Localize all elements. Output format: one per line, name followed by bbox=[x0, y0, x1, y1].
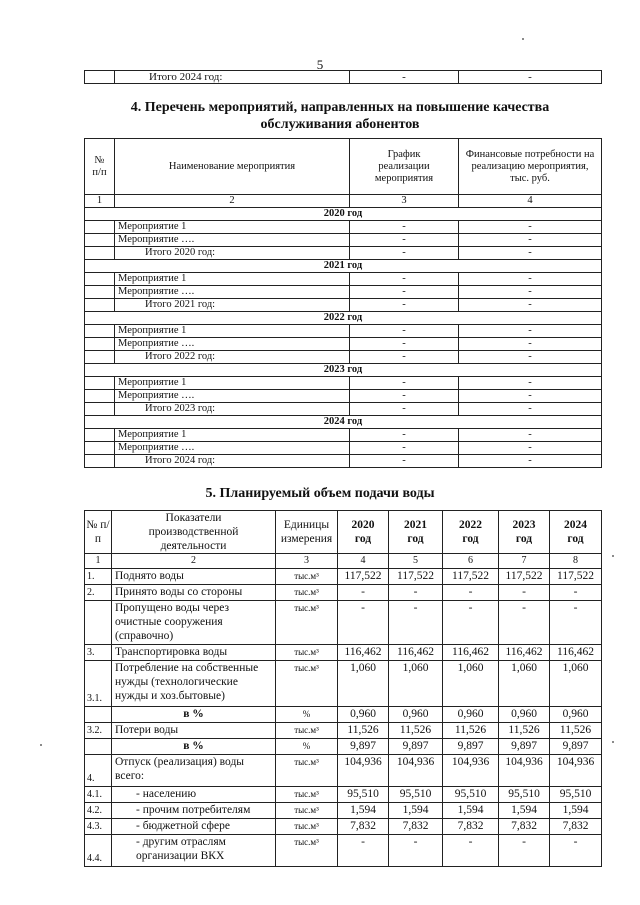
value-cell: - bbox=[499, 585, 550, 601]
value-cell: - bbox=[550, 585, 602, 601]
schedule-cell: - bbox=[350, 338, 459, 351]
section4-title bbox=[60, 99, 620, 133]
schedule-cell: - bbox=[350, 247, 459, 260]
index-cell: 6 bbox=[443, 554, 499, 569]
table-row bbox=[85, 755, 602, 787]
index-cell: 1 bbox=[85, 195, 115, 208]
value-cell: 116,462 bbox=[550, 645, 602, 661]
value-cell: 117,522 bbox=[389, 569, 443, 585]
schedule-cell: - bbox=[350, 234, 459, 247]
row-number: 2. bbox=[85, 585, 112, 601]
table-row bbox=[85, 645, 602, 661]
value-cell: 11,526 bbox=[499, 723, 550, 739]
table-cell bbox=[85, 377, 115, 390]
year-total-label: Итого 2022 год: bbox=[115, 351, 350, 364]
finance-cell: - bbox=[459, 429, 602, 442]
row-number: 4.1. bbox=[85, 787, 112, 803]
unit-cell: % bbox=[276, 739, 338, 755]
value-cell: - bbox=[338, 601, 389, 645]
measure-name: Мероприятие 1 bbox=[115, 221, 350, 234]
schedule-cell: - bbox=[350, 286, 459, 299]
table-cell bbox=[85, 338, 115, 351]
header-indicator: Показатели производственной деятельности bbox=[112, 511, 276, 554]
year-total-label: Итого 2023 год: bbox=[115, 403, 350, 416]
value-cell: - bbox=[443, 585, 499, 601]
table-cell bbox=[85, 429, 115, 442]
value-cell: 95,510 bbox=[389, 787, 443, 803]
table-row bbox=[85, 569, 602, 585]
measures-table-body bbox=[85, 208, 602, 468]
scan-speck bbox=[40, 744, 42, 746]
table-row bbox=[85, 803, 602, 819]
table-row bbox=[85, 707, 602, 723]
measure-name: Мероприятие …. bbox=[115, 286, 350, 299]
value-cell: 9,897 bbox=[550, 739, 602, 755]
value-cell: 9,897 bbox=[499, 739, 550, 755]
unit-cell: тыс.м³ bbox=[276, 569, 338, 585]
year-heading: 2021 год bbox=[85, 260, 602, 273]
row-number: 3.1. bbox=[85, 661, 112, 707]
table-cell bbox=[85, 221, 115, 234]
indicator-name: Потребление на собственные нужды (технологические нужды и хоз.бытовые) bbox=[112, 661, 276, 707]
row-number bbox=[85, 601, 112, 645]
table-cell bbox=[85, 286, 115, 299]
unit-cell: тыс.м³ bbox=[276, 601, 338, 645]
value-cell: - bbox=[443, 601, 499, 645]
table-cell bbox=[85, 442, 115, 455]
year-row bbox=[85, 364, 602, 377]
row-number bbox=[85, 739, 112, 755]
indicator-name: - бюджетной сфере bbox=[112, 819, 276, 835]
measure-name: Мероприятие …. bbox=[115, 234, 350, 247]
year-row bbox=[85, 208, 602, 221]
table-row bbox=[85, 661, 602, 707]
value-cell: 104,936 bbox=[550, 755, 602, 787]
header-year: 2024 год bbox=[550, 511, 602, 554]
value-cell: 0,960 bbox=[443, 707, 499, 723]
year-heading: 2023 год bbox=[85, 364, 602, 377]
measures-table bbox=[84, 138, 602, 468]
value-cell: 104,936 bbox=[499, 755, 550, 787]
header-finance: Финансовые потребности на реализацию мероприятия, тыс. руб. bbox=[459, 139, 602, 195]
year-row bbox=[85, 312, 602, 325]
table-row bbox=[85, 787, 602, 803]
measure-name: Мероприятие …. bbox=[115, 338, 350, 351]
finance-cell: - bbox=[459, 299, 602, 312]
value-cell: 9,897 bbox=[443, 739, 499, 755]
water-supply-table-body bbox=[85, 569, 602, 867]
table-cell bbox=[85, 351, 115, 364]
year-heading: 2024 год bbox=[85, 416, 602, 429]
header-unit: Единицы измерения bbox=[276, 511, 338, 554]
value-cell: 116,462 bbox=[499, 645, 550, 661]
finance-cell: - bbox=[459, 286, 602, 299]
row-number: 4.4. bbox=[85, 835, 112, 867]
value-cell: 11,526 bbox=[443, 723, 499, 739]
row-number: 4.2. bbox=[85, 803, 112, 819]
index-cell: 2 bbox=[112, 554, 276, 569]
value-cell: - bbox=[389, 835, 443, 867]
schedule-cell: - bbox=[350, 390, 459, 403]
value-cell: - bbox=[389, 601, 443, 645]
table-row bbox=[85, 377, 602, 390]
finance-cell: - bbox=[459, 338, 602, 351]
value-cell: 1,060 bbox=[550, 661, 602, 707]
schedule-cell: - bbox=[350, 299, 459, 312]
table-row bbox=[85, 351, 602, 364]
table-cell bbox=[85, 234, 115, 247]
table-row bbox=[85, 585, 602, 601]
value-cell: 11,526 bbox=[338, 723, 389, 739]
value-cell: 1,060 bbox=[389, 661, 443, 707]
value-cell: 104,936 bbox=[389, 755, 443, 787]
table-row bbox=[85, 455, 602, 468]
table-row bbox=[85, 429, 602, 442]
index-cell: 4 bbox=[459, 195, 602, 208]
value-cell: 11,526 bbox=[389, 723, 443, 739]
table-row bbox=[85, 221, 602, 234]
table-row bbox=[85, 299, 602, 312]
value-cell: 117,522 bbox=[499, 569, 550, 585]
value-cell: - bbox=[550, 835, 602, 867]
value-cell: 11,526 bbox=[550, 723, 602, 739]
value-cell: 1,594 bbox=[338, 803, 389, 819]
header-year: 2021 год bbox=[389, 511, 443, 554]
measure-name: Мероприятие 1 bbox=[115, 273, 350, 286]
unit-cell: тыс.м³ bbox=[276, 661, 338, 707]
indicator-name: - другим отраслям организации ВКХ bbox=[112, 835, 276, 867]
value-cell: - bbox=[550, 601, 602, 645]
finance-cell: - bbox=[459, 221, 602, 234]
value-cell: 7,832 bbox=[499, 819, 550, 835]
value-cell: 1,594 bbox=[499, 803, 550, 819]
schedule-cell: - bbox=[350, 325, 459, 338]
value-cell: - bbox=[499, 835, 550, 867]
table-row bbox=[85, 234, 602, 247]
indicator-name: Транспортировка воды bbox=[112, 645, 276, 661]
indicator-name: Пропущено воды через очистные сооружения (справочно) bbox=[112, 601, 276, 645]
section4-title-line1: 4. Перечень мероприятий, направленных на повышение качества bbox=[130, 100, 550, 115]
year-total-label: Итого 2021 год: bbox=[115, 299, 350, 312]
value-cell: 9,897 bbox=[338, 739, 389, 755]
total-label: Итого 2024 год: bbox=[115, 71, 350, 84]
header-num: № п/п bbox=[85, 511, 112, 554]
measure-name: Мероприятие …. bbox=[115, 442, 350, 455]
header-name: Наименование мероприятия bbox=[115, 139, 350, 195]
value-cell: 7,832 bbox=[443, 819, 499, 835]
table-cell bbox=[85, 455, 115, 468]
finance-cell: - bbox=[459, 455, 602, 468]
table-cell bbox=[85, 299, 115, 312]
table-row bbox=[85, 403, 602, 416]
header-num: № п/п bbox=[85, 139, 115, 195]
table-row bbox=[85, 71, 602, 84]
finance-cell: - bbox=[459, 442, 602, 455]
finance-cell: - bbox=[459, 403, 602, 416]
table-cell bbox=[85, 403, 115, 416]
table-row bbox=[85, 739, 602, 755]
value-cell: 9,897 bbox=[389, 739, 443, 755]
value-cell: 1,594 bbox=[443, 803, 499, 819]
row-number: 3.2. bbox=[85, 723, 112, 739]
row-number: 4. bbox=[85, 755, 112, 787]
table-row bbox=[85, 442, 602, 455]
water-supply-table bbox=[84, 510, 602, 867]
value-cell: 117,522 bbox=[550, 569, 602, 585]
value-cell: 1,060 bbox=[443, 661, 499, 707]
table-row bbox=[85, 601, 602, 645]
value-cell: 7,832 bbox=[550, 819, 602, 835]
section5-title: 5. Планируемый объем подачи воды bbox=[205, 486, 435, 501]
row-number: 3. bbox=[85, 645, 112, 661]
schedule-cell: - bbox=[350, 351, 459, 364]
value-cell: 0,960 bbox=[389, 707, 443, 723]
value-cell: 0,960 bbox=[499, 707, 550, 723]
table-cell bbox=[85, 71, 115, 84]
unit-cell: тыс.м³ bbox=[276, 819, 338, 835]
row-number: 4.3. bbox=[85, 819, 112, 835]
value-cell: 1,594 bbox=[389, 803, 443, 819]
value-cell: 116,462 bbox=[389, 645, 443, 661]
unit-cell: тыс.м³ bbox=[276, 755, 338, 787]
index-cell: 4 bbox=[338, 554, 389, 569]
value-cell: 95,510 bbox=[443, 787, 499, 803]
value-cell: 95,510 bbox=[550, 787, 602, 803]
table-cell bbox=[85, 273, 115, 286]
indicator-name: Принято воды со стороны bbox=[112, 585, 276, 601]
value-cell: 0,960 bbox=[550, 707, 602, 723]
index-cell: 3 bbox=[350, 195, 459, 208]
value-cell: 95,510 bbox=[338, 787, 389, 803]
table-row bbox=[85, 286, 602, 299]
index-cell: 5 bbox=[389, 554, 443, 569]
finance-cell: - bbox=[459, 377, 602, 390]
header-year: 2023 год bbox=[499, 511, 550, 554]
value-cell: - bbox=[499, 601, 550, 645]
indicator-name: в % bbox=[112, 707, 276, 723]
indicator-name: Поднято воды bbox=[112, 569, 276, 585]
schedule-cell: - bbox=[350, 377, 459, 390]
value-cell: 1,060 bbox=[338, 661, 389, 707]
page-number: 5 bbox=[316, 57, 324, 72]
measure-name: Мероприятие …. bbox=[115, 390, 350, 403]
table-cell: - bbox=[350, 71, 459, 84]
value-cell: 1,594 bbox=[550, 803, 602, 819]
header-schedule: График реализации мероприятия bbox=[350, 139, 459, 195]
scan-speck bbox=[522, 38, 524, 40]
unit-cell: тыс.м³ bbox=[276, 723, 338, 739]
measure-name: Мероприятие 1 bbox=[115, 325, 350, 338]
schedule-cell: - bbox=[350, 429, 459, 442]
table-row bbox=[85, 835, 602, 867]
value-cell: 117,522 bbox=[338, 569, 389, 585]
value-cell: 95,510 bbox=[499, 787, 550, 803]
table-row bbox=[85, 273, 602, 286]
finance-cell: - bbox=[459, 273, 602, 286]
table-row bbox=[85, 247, 602, 260]
index-cell: 8 bbox=[550, 554, 602, 569]
indicator-name: Потери воды bbox=[112, 723, 276, 739]
finance-cell: - bbox=[459, 247, 602, 260]
year-total-label: Итого 2020 год: bbox=[115, 247, 350, 260]
value-cell: - bbox=[443, 835, 499, 867]
unit-cell: тыс.м³ bbox=[276, 787, 338, 803]
value-cell: 1,060 bbox=[499, 661, 550, 707]
finance-cell: - bbox=[459, 390, 602, 403]
table-header-row bbox=[85, 139, 602, 195]
schedule-cell: - bbox=[350, 403, 459, 416]
value-cell: - bbox=[338, 585, 389, 601]
table-row bbox=[85, 723, 602, 739]
value-cell: 104,936 bbox=[443, 755, 499, 787]
schedule-cell: - bbox=[350, 273, 459, 286]
value-cell: 116,462 bbox=[338, 645, 389, 661]
header-year: 2020 год bbox=[338, 511, 389, 554]
table-row bbox=[85, 819, 602, 835]
value-cell: 104,936 bbox=[338, 755, 389, 787]
value-cell: 0,960 bbox=[338, 707, 389, 723]
column-index-row bbox=[85, 195, 602, 208]
finance-cell: - bbox=[459, 325, 602, 338]
table-cell: - bbox=[459, 71, 602, 84]
table-row bbox=[85, 325, 602, 338]
index-cell: 3 bbox=[276, 554, 338, 569]
index-cell: 2 bbox=[115, 195, 350, 208]
indicator-name: - населению bbox=[112, 787, 276, 803]
unit-cell: тыс.м³ bbox=[276, 835, 338, 867]
schedule-cell: - bbox=[350, 455, 459, 468]
finance-cell: - bbox=[459, 351, 602, 364]
year-heading: 2022 год bbox=[85, 312, 602, 325]
value-cell: 117,522 bbox=[443, 569, 499, 585]
column-index-row bbox=[85, 554, 602, 569]
indicator-name: Отпуск (реализация) воды всего: bbox=[112, 755, 276, 787]
finance-cell: - bbox=[459, 234, 602, 247]
table-cell bbox=[85, 325, 115, 338]
table-header-row bbox=[85, 511, 602, 554]
schedule-cell: - bbox=[350, 442, 459, 455]
table-cell bbox=[85, 390, 115, 403]
unit-cell: тыс.м³ bbox=[276, 645, 338, 661]
scan-speck bbox=[612, 555, 614, 557]
table-row bbox=[85, 390, 602, 403]
section4-title-line2: обслуживания абонентов bbox=[260, 117, 420, 132]
table-cell bbox=[85, 247, 115, 260]
row-number bbox=[85, 707, 112, 723]
row-number: 1. bbox=[85, 569, 112, 585]
year-total-label: Итого 2024 год: bbox=[115, 455, 350, 468]
index-cell: 7 bbox=[499, 554, 550, 569]
measure-name: Мероприятие 1 bbox=[115, 429, 350, 442]
unit-cell: тыс.м³ bbox=[276, 803, 338, 819]
value-cell: 7,832 bbox=[389, 819, 443, 835]
value-cell: - bbox=[338, 835, 389, 867]
index-cell: 1 bbox=[85, 554, 112, 569]
year-row bbox=[85, 416, 602, 429]
indicator-name: в % bbox=[112, 739, 276, 755]
previous-table-fragment bbox=[84, 70, 602, 84]
indicator-name: - прочим потребителям bbox=[112, 803, 276, 819]
unit-cell: тыс.м³ bbox=[276, 585, 338, 601]
year-row bbox=[85, 260, 602, 273]
value-cell: - bbox=[389, 585, 443, 601]
schedule-cell: - bbox=[350, 221, 459, 234]
value-cell: 7,832 bbox=[338, 819, 389, 835]
header-year: 2022 год bbox=[443, 511, 499, 554]
scan-speck bbox=[612, 741, 614, 743]
measure-name: Мероприятие 1 bbox=[115, 377, 350, 390]
unit-cell: % bbox=[276, 707, 338, 723]
value-cell: 116,462 bbox=[443, 645, 499, 661]
year-heading: 2020 год bbox=[85, 208, 602, 221]
table-row bbox=[85, 338, 602, 351]
